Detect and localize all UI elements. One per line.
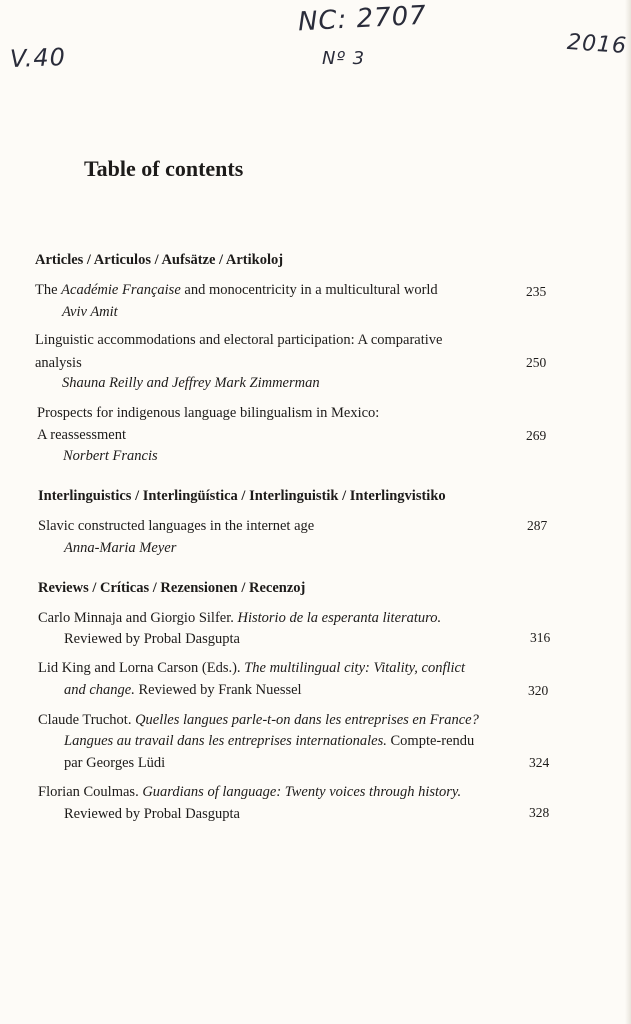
section-heading-reviews: Reviews / Críticas / Rezensionen / Recenzoj [38, 580, 306, 596]
entry-page-number: 287 [527, 518, 548, 533]
entry-page-number: 324 [529, 755, 550, 770]
entry-author: Anna-Maria Meyer [64, 540, 177, 556]
section-heading-articles: Articles / Articulos / Aufsätze / Artikoloj [35, 252, 284, 268]
entry-page-number: 250 [526, 355, 547, 370]
handwritten-call-number: NC: 2707 [297, 0, 428, 38]
entry-page-number: 328 [529, 805, 550, 820]
entry-author: Aviv Amit [62, 304, 118, 320]
review-title-line2: and change. Reviewed by Frank Nuessel [64, 682, 302, 698]
entry-title-line2: analysis [35, 355, 82, 371]
entry-title-line1: Prospects for indigenous language bilingualism in Mexico: [37, 405, 380, 421]
entry-page-number: 235 [526, 284, 547, 299]
review-title-line1: Lid King and Lorna Carson (Eds.). The multilingual city: Vitality, conflict [38, 660, 466, 676]
section-heading-interlinguistics: Interlinguistics / Interlingüística / Interlinguistik / Interlingvistiko [38, 488, 446, 504]
review-reviewer: par Georges Lüdi [64, 755, 166, 771]
entry-page-number: 269 [526, 428, 547, 443]
entry-author: Shauna Reilly and Jeffrey Mark Zimmerman [62, 375, 320, 391]
entry-title: Slavic constructed languages in the internet age [38, 518, 315, 534]
entry-page-number: 320 [528, 683, 549, 698]
handwritten-year: 2016 [566, 29, 628, 60]
handwritten-volume-note: V.40 [9, 43, 67, 73]
page-edge [625, 0, 631, 1024]
entry-page-number: 316 [530, 630, 551, 645]
review-reviewer: Reviewed by Probal Dasgupta [64, 806, 240, 822]
handwritten-issue-number: Nº 3 [322, 48, 366, 69]
entry-title-line1: Linguistic accommodations and electoral participation: A comparative [35, 332, 443, 348]
page-title: Table of contents [84, 156, 244, 181]
review-title-line1: Claude Truchot. Quelles langues parle-t-on dans les entreprises en France? [38, 712, 479, 728]
review-title: Carlo Minnaja and Giorgio Silfer. Historio de la esperanta literaturo. [38, 610, 442, 626]
entry-title-line2: A reassessment [37, 427, 126, 443]
entry-author: Norbert Francis [63, 448, 158, 464]
entry-title: The Académie Française and monocentricity in a multicultural world [35, 282, 438, 298]
review-title: Florian Coulmas. Guardians of language: Twenty voices through history. [38, 784, 462, 800]
review-reviewer: Reviewed by Probal Dasgupta [64, 631, 240, 647]
review-title-line2: Langues au travail dans les entreprises internationales. Compte-rendu [64, 733, 475, 749]
